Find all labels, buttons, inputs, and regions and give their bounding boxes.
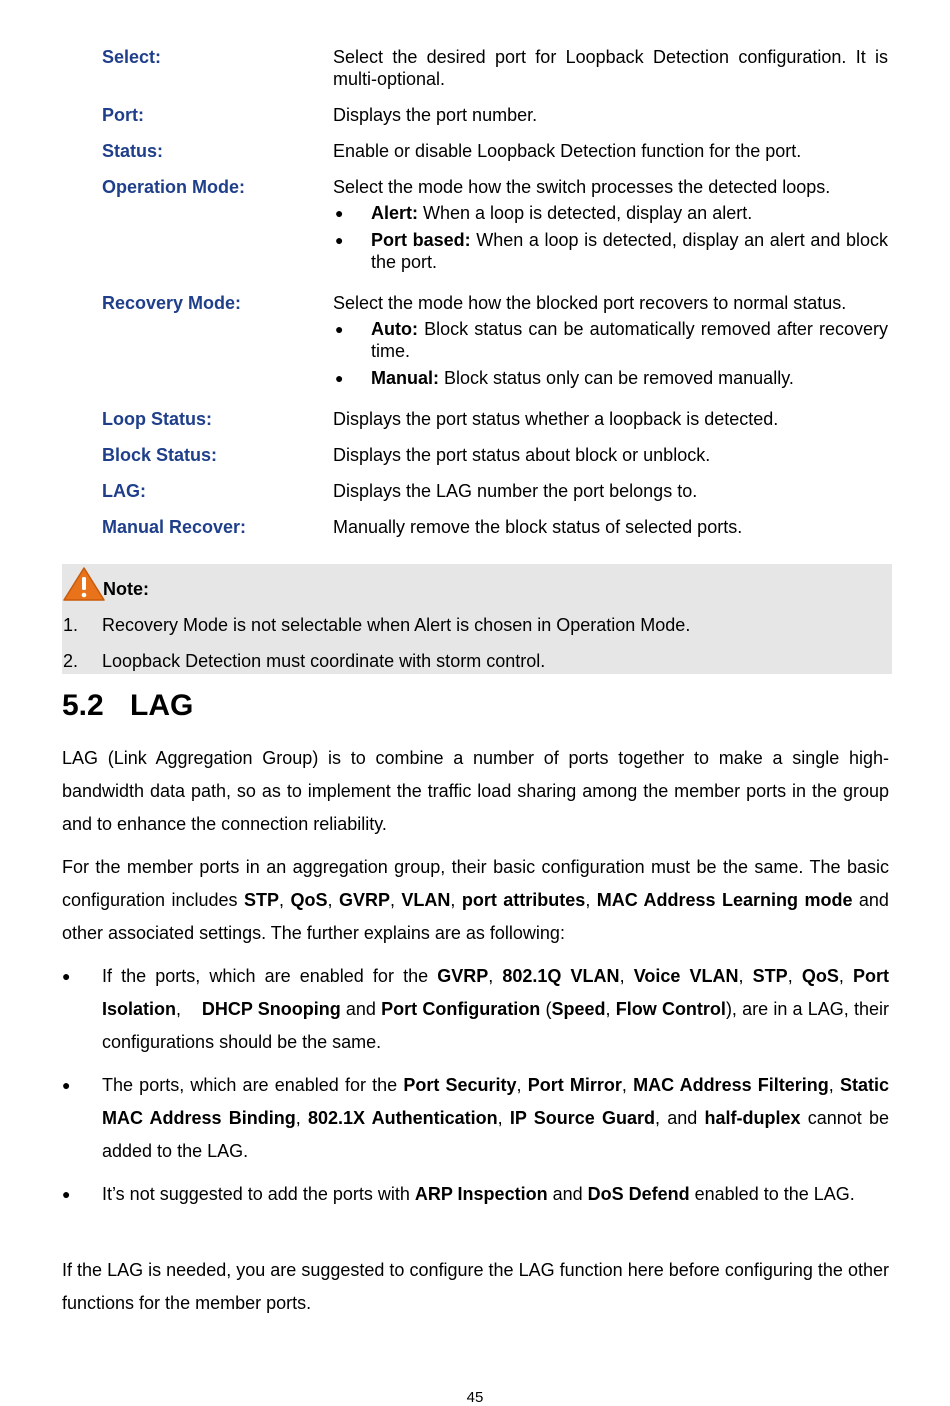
definition-row	[102, 516, 888, 538]
bold-term: 802.1X Authentication	[308, 1108, 498, 1128]
note-header	[62, 566, 149, 602]
text-run: ,	[621, 1075, 634, 1095]
text-run: If the ports, which are enabled for the	[102, 966, 438, 986]
note-item-text: Recovery Mode is not selectable when Alert is chosen in Operation Mode.	[102, 615, 691, 635]
option-list	[333, 318, 888, 389]
text-run: ,	[838, 966, 853, 986]
definition-row	[102, 176, 888, 278]
option-label: Port based:	[371, 230, 471, 250]
note-item-number: 1.	[63, 615, 79, 635]
definition-description-text: Select the mode how the blocked port recovers to normal status.	[333, 293, 847, 313]
rule-item	[62, 1069, 889, 1168]
warning-icon	[62, 566, 106, 602]
definition-term: Status:	[102, 141, 164, 161]
text-run: and other associated settings. The further explains are as following:	[62, 890, 889, 943]
note-item	[62, 614, 882, 650]
bold-term: VLAN	[401, 890, 451, 910]
bold-term: Port Isolation	[102, 966, 889, 1019]
definition-term: Operation Mode:	[102, 177, 245, 197]
text-run: and	[547, 1184, 588, 1204]
note-box	[62, 564, 892, 674]
bold-term: port attributes	[461, 890, 586, 910]
text-run: and	[340, 999, 382, 1019]
text-run: ,	[450, 890, 462, 910]
definition-description	[333, 292, 888, 394]
bold-term: MAC Address Filtering	[633, 1075, 829, 1095]
bold-term: Voice VLAN	[633, 966, 739, 986]
definition-description: Select the desired port for Loopback Detection configuration. It is multi-optional.	[333, 47, 888, 89]
text-run: ,	[619, 966, 634, 986]
body-paragraph	[62, 851, 889, 950]
definition-description: Manually remove the block status of selected ports.	[333, 517, 743, 537]
option-item	[333, 318, 888, 362]
bold-term: STP	[244, 890, 280, 910]
definition-term: Recovery Mode:	[102, 293, 242, 313]
definition-term: Port:	[102, 105, 144, 125]
definition-row	[102, 104, 888, 126]
definition-description: Displays the port status about block or unblock.	[333, 445, 711, 465]
definition-description: Displays the port status whether a loopback is detected.	[333, 409, 779, 429]
bullet-glyph: ●	[335, 321, 344, 337]
text-run: ,	[787, 966, 802, 986]
option-text: Block status can be automatically removed after recovery time.	[371, 319, 888, 361]
option-list	[333, 202, 888, 273]
bold-term: QoS	[801, 966, 839, 986]
bold-term: Port Configuration	[381, 999, 541, 1019]
bullet-glyph: ●	[335, 232, 344, 248]
text-run: ,	[488, 966, 503, 986]
bold-term: ARP Inspection	[414, 1184, 548, 1204]
bullet-glyph: ●	[335, 205, 344, 221]
note-list	[62, 614, 882, 686]
section-heading	[62, 688, 193, 724]
definition-row	[102, 46, 888, 90]
bold-term: QoS	[290, 890, 328, 910]
bold-term: Speed	[551, 999, 606, 1019]
note-item-text: Loopback Detection must coordinate with storm control.	[102, 651, 546, 671]
rules-list	[62, 960, 889, 1221]
bold-term: GVRP	[437, 966, 489, 986]
option-label: Alert:	[371, 203, 419, 223]
text-run: ,	[279, 890, 291, 910]
definition-description: Displays the port number.	[333, 105, 538, 125]
bold-term: DHCP Snooping	[201, 999, 341, 1019]
definition-row	[102, 140, 888, 162]
definition-row	[102, 444, 888, 466]
option-text: When a loop is detected, display an alert and block the port.	[371, 230, 888, 272]
definition-term: Block Status:	[102, 445, 218, 465]
bold-term: STP	[752, 966, 788, 986]
text-run: The ports, which are enabled for the	[102, 1075, 404, 1095]
note-item-number: 2.	[63, 651, 79, 671]
text-run: ,	[605, 999, 616, 1019]
text-run: ,	[497, 1108, 510, 1128]
text-run: ), are in a LAG, their configurations should be the same.	[102, 999, 889, 1052]
option-item	[333, 202, 888, 224]
option-label: Auto:	[371, 319, 418, 339]
text-run: It’s not suggested to add the ports with	[102, 1184, 415, 1204]
bold-term: MAC Address Learning mode	[596, 890, 853, 910]
field-definitions	[102, 46, 888, 552]
bold-term: Port Security	[403, 1075, 517, 1095]
option-item	[333, 229, 888, 273]
note-item	[62, 650, 882, 686]
bold-term: Port Mirror	[527, 1075, 622, 1095]
text-run: (	[540, 999, 552, 1019]
definition-row	[102, 292, 888, 394]
bullet-glyph: ●	[62, 1077, 71, 1093]
bold-term: DoS Defend	[587, 1184, 690, 1204]
rule-item	[62, 960, 889, 1059]
bullet-glyph: ●	[62, 1186, 71, 1202]
bullet-glyph: ●	[335, 370, 344, 386]
definition-description: Displays the LAG number the port belongs to.	[333, 481, 698, 501]
section-number: 5.2	[62, 689, 104, 722]
text-run: cannot be added to the LAG.	[102, 1108, 890, 1161]
definition-term: Select:	[102, 47, 162, 67]
text-run: ,	[389, 890, 402, 910]
text-run: ,	[327, 890, 339, 910]
text-run: enabled to the LAG.	[689, 1184, 855, 1204]
text-run: ,	[516, 1075, 528, 1095]
option-label: Manual:	[371, 368, 440, 388]
definition-description	[333, 176, 888, 278]
body-paragraph: If the LAG is needed, you are suggested to configure the LAG function here before configuring the other functions for the member ports.	[62, 1260, 889, 1313]
page-number: 45	[466, 1389, 484, 1406]
bold-term: 802.1Q VLAN	[502, 966, 620, 986]
bold-term: Flow Control	[615, 999, 726, 1019]
text-run: ,	[295, 1108, 309, 1128]
definition-description-text: Select the mode how the switch processes the detected loops.	[333, 177, 831, 197]
bold-term: Static MAC Address Binding	[102, 1075, 889, 1128]
option-text: When a loop is detected, display an alert.	[418, 203, 753, 223]
definition-row	[102, 408, 888, 430]
body-paragraph: LAG (Link Aggregation Group) is to combine a number of ports together to make a single high-bandwidth data path, so as to implement the traffic load sharing among the member ports in the group and to enhance the connection reliability.	[62, 748, 889, 834]
rule-item	[62, 1178, 889, 1211]
option-text: Block status only can be removed manually.	[439, 368, 794, 388]
text-run: ,	[585, 890, 597, 910]
bold-term: GVRP	[338, 890, 390, 910]
note-title: Note:	[103, 579, 149, 599]
definition-term: Loop Status:	[102, 409, 212, 429]
definition-term: Manual Recover:	[102, 517, 247, 537]
bold-term: IP Source Guard	[509, 1108, 655, 1128]
bullet-glyph: ●	[62, 968, 71, 984]
text-run: ,	[176, 999, 202, 1019]
definition-row	[102, 480, 888, 502]
text-run: , and	[655, 1108, 705, 1128]
text-run: ,	[738, 966, 753, 986]
section-title: LAG	[130, 689, 194, 722]
text-run: ,	[828, 1075, 840, 1095]
bold-term: half-duplex	[704, 1108, 801, 1128]
option-item	[333, 367, 888, 389]
definition-term: LAG:	[102, 481, 146, 501]
text-run: For the member ports in an aggregation group, their basic configuration must be the same. The basic configuration includes	[62, 857, 889, 910]
definition-description: Enable or disable Loopback Detection function for the port.	[333, 141, 802, 161]
